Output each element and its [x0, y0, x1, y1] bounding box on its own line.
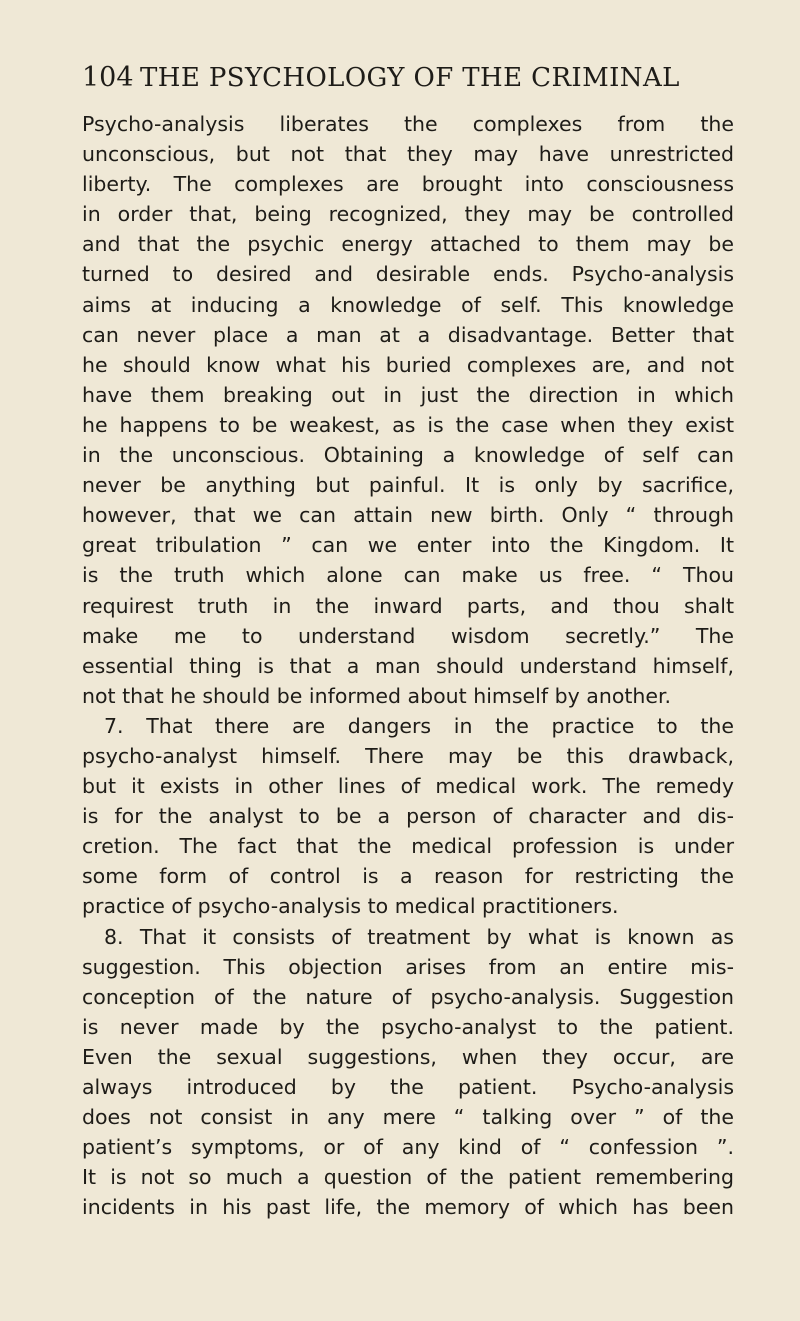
- text-line: however, that we can attain new birth. Only “ through: [82, 503, 734, 528]
- text-line: does not consist in any mere “ talking over ” of the: [82, 1105, 734, 1130]
- text-line: 7. That there are dangers in the practice to the: [104, 713, 734, 738]
- text-line: psycho-analyst himself. There may be this drawback,: [82, 743, 734, 768]
- text-line: conception of the nature of psycho-analysis. Suggestion: [82, 984, 734, 1009]
- text-line: suggestion. This objection arises from an entire mis-: [82, 954, 734, 979]
- text-line: make me to understand wisdom secretly.” The: [82, 623, 734, 648]
- body-text: [82, 109, 734, 1222]
- text-line: have them breaking out in just the direction in which: [82, 382, 734, 407]
- text-line: is for the analyst to be a person of character and dis-: [82, 804, 734, 829]
- running-head: [82, 60, 718, 96]
- text-line: turned to desired and desirable ends. Psycho-analysis: [82, 262, 734, 287]
- text-line: in order that, being recognized, they may be controlled: [82, 202, 734, 227]
- text-line: not that he should be informed about himself by another.: [82, 683, 672, 708]
- text-line: some form of control is a reason for restricting the: [82, 864, 734, 889]
- text-line: incidents in his past life, the memory of which has been: [82, 1195, 734, 1220]
- text-line: patient’s symptoms, or of any kind of “ confession ”.: [82, 1135, 734, 1160]
- text-line: cretion. The fact that the medical profession is under: [82, 834, 734, 859]
- text-line: requirest truth in the inward parts, and thou shalt: [82, 593, 734, 618]
- running-title: THE PSYCHOLOGY OF THE CRIMINAL: [140, 63, 680, 93]
- text-line: in the unconscious. Obtaining a knowledge of self can: [82, 443, 734, 468]
- text-line: great tribulation ” can we enter into the Kingdom. It: [82, 533, 734, 558]
- text-line: It is not so much a question of the patient remembering: [82, 1165, 734, 1190]
- text-line: practice of psycho-analysis to medical practitioners.: [82, 894, 619, 919]
- text-line: unconscious, but not that they may have unrestricted: [82, 142, 734, 167]
- text-line: and that the psychic energy attached to them may be: [82, 232, 734, 257]
- text-line: is never made by the psycho-analyst to the patient.: [82, 1014, 734, 1039]
- text-line: liberty. The complexes are brought into consciousness: [82, 172, 734, 197]
- text-line: Psycho-analysis liberates the complexes from the: [82, 112, 734, 136]
- text-line: Even the sexual suggestions, when they occur, are: [82, 1044, 734, 1069]
- page-number: 104: [82, 62, 134, 93]
- text-line: he happens to be weakest, as is the case when they exist: [82, 412, 734, 437]
- text-line: essential thing is that a man should understand himself,: [82, 653, 734, 678]
- text-line: 8. That it consists of treatment by what is known as: [104, 924, 734, 949]
- text-line: aims at inducing a knowledge of self. This knowledge: [82, 292, 734, 317]
- text-line: never be anything but painful. It is only by sacrifice,: [82, 473, 734, 498]
- text-line: he should know what his buried complexes are, and not: [82, 352, 734, 377]
- text-line: but it exists in other lines of medical work. The remedy: [82, 774, 734, 799]
- text-line: is the truth which alone can make us free. “ Thou: [82, 563, 734, 588]
- text-line: always introduced by the patient. Psycho-analysis: [82, 1075, 734, 1099]
- text-line: can never place a man at a disadvantage. Better that: [82, 322, 734, 347]
